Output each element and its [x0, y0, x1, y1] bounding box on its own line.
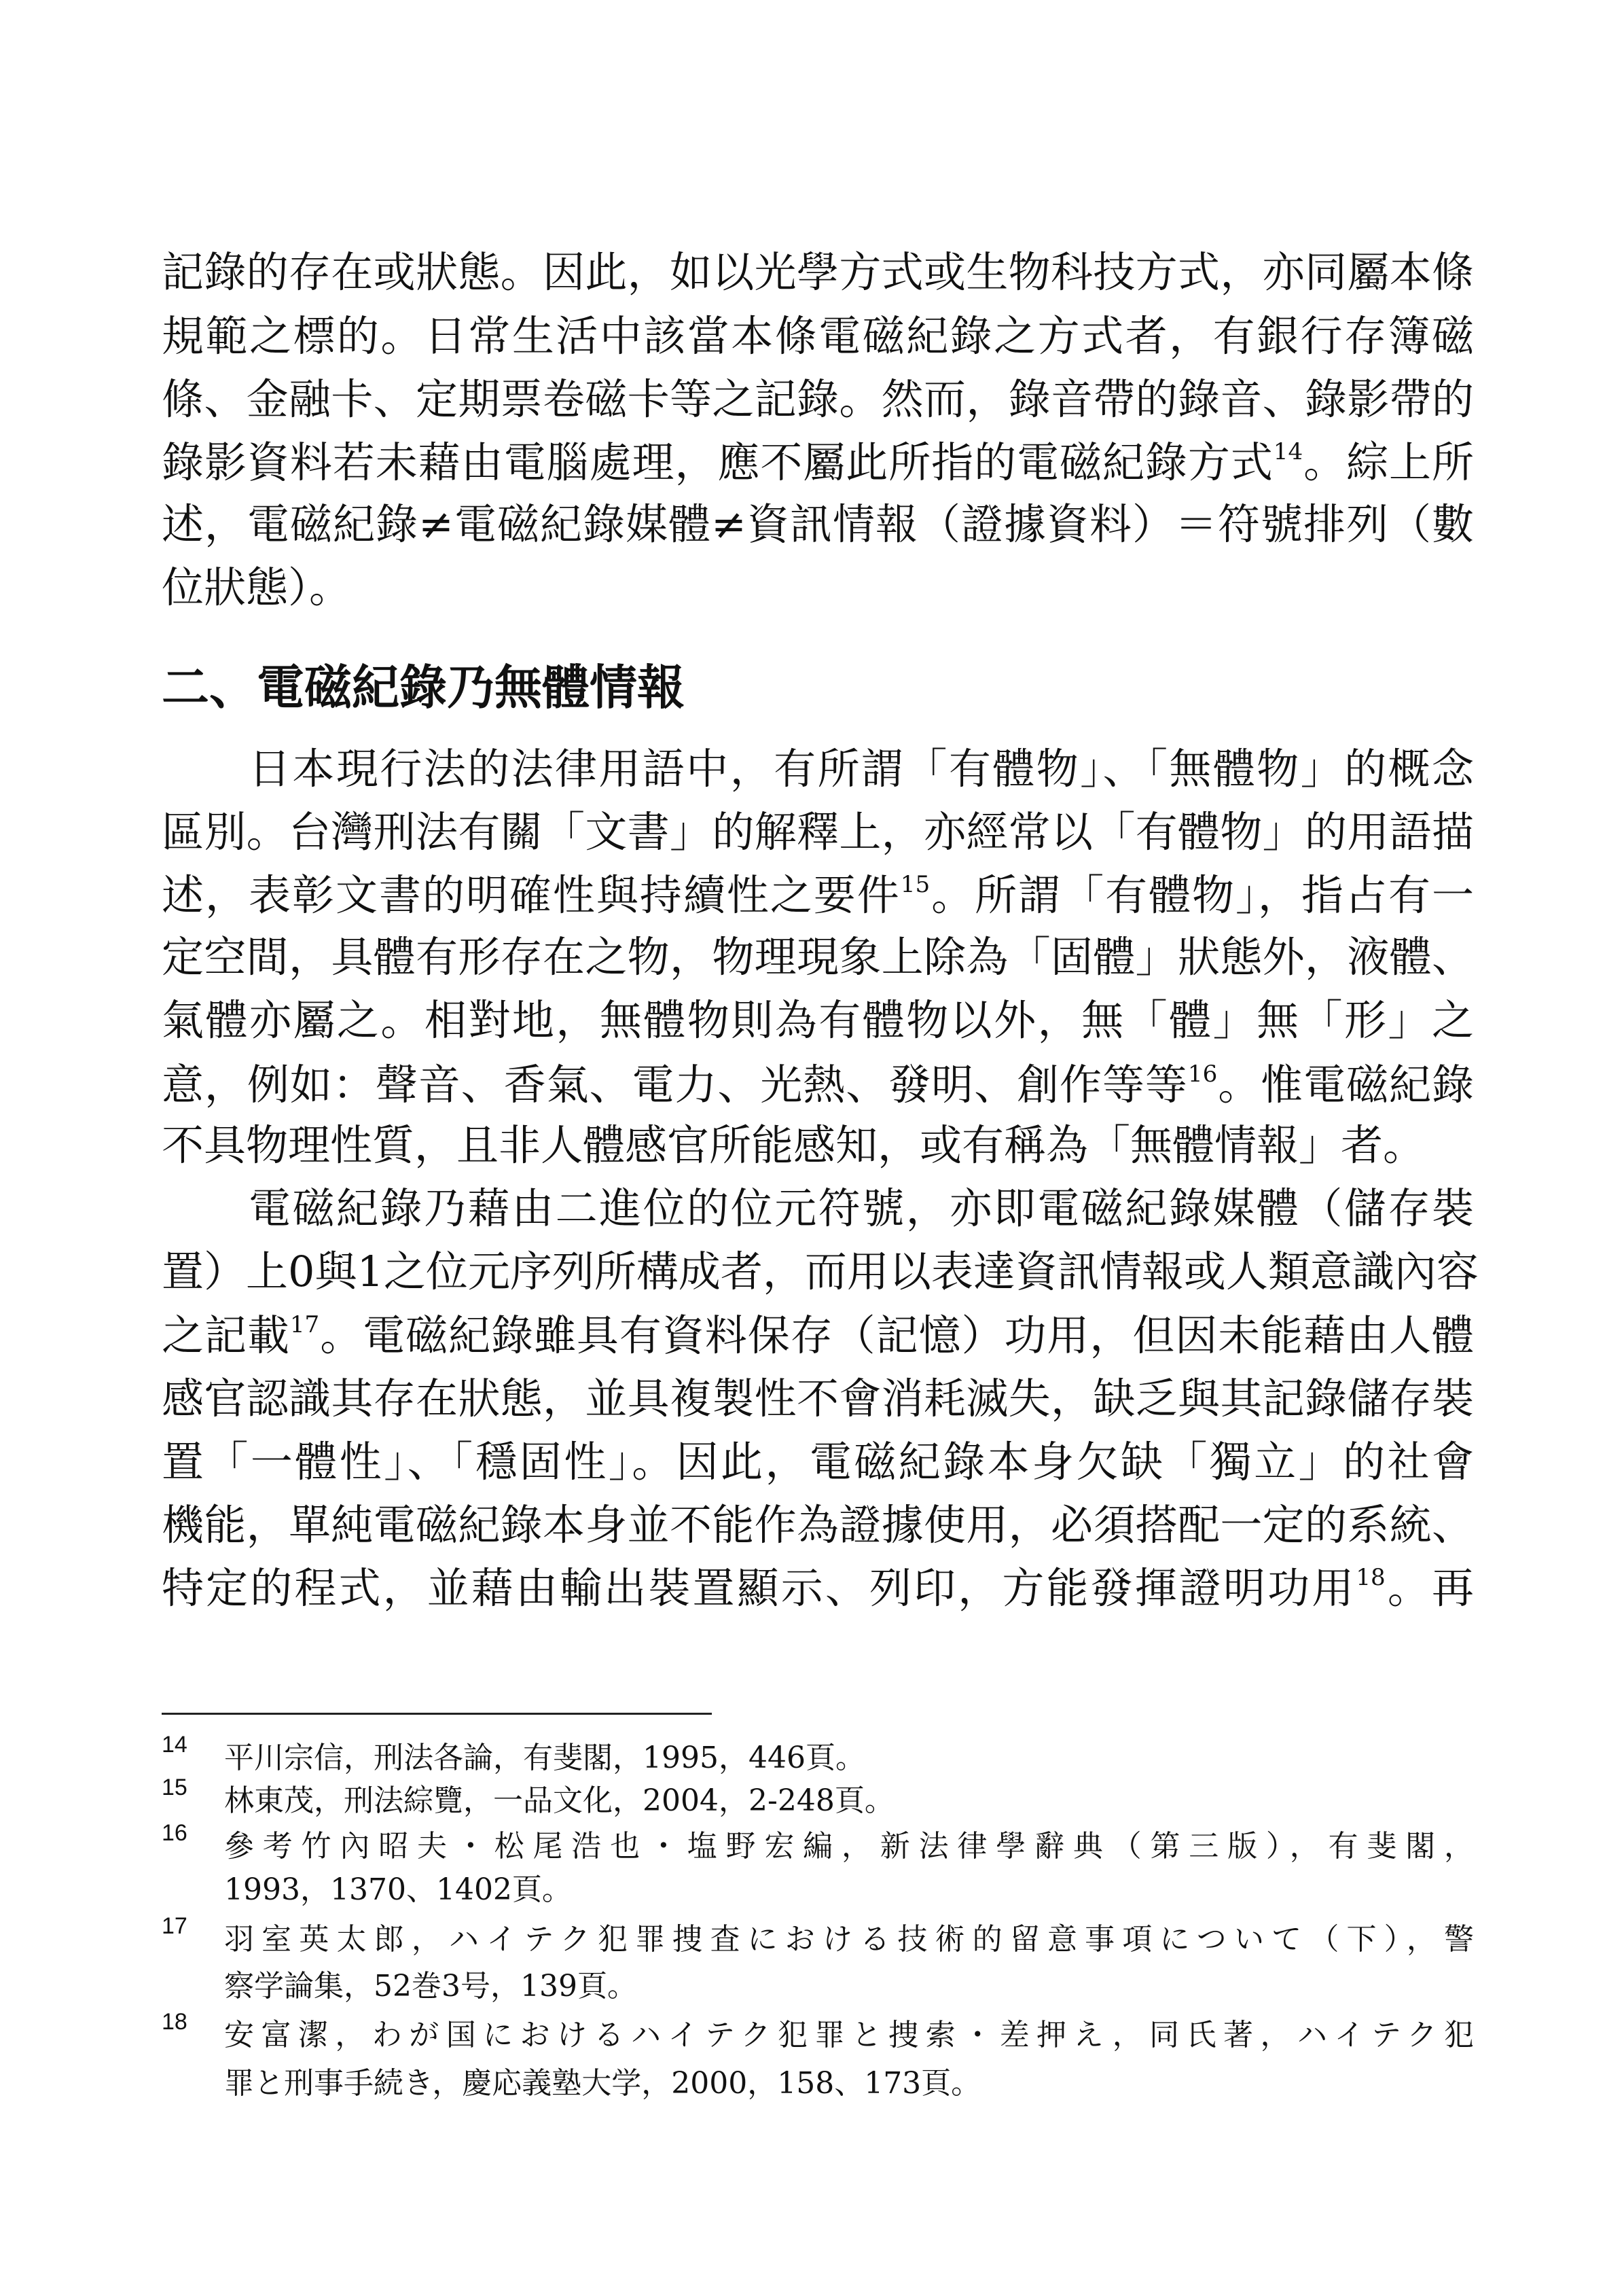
body-text: 之記載: [162, 1311, 290, 1360]
body-text: 意，例如：聲音、香氣、電力、光熱、發明、創作等等: [162, 1060, 1188, 1109]
body-line: [162, 431, 1474, 494]
body-line: 機能，單純電磁紀錄本身並不能作為證據使用，必須搭配一定的系統、: [162, 1500, 1474, 1550]
body-line: 日本現行法的法律用語中，有所謂「有體物」、「無體物」的概念: [249, 744, 1474, 794]
body-text: 。所謂「有體物」，指占有一: [930, 870, 1474, 920]
footnote-text: 安富潔，わが国におけるハイテク犯罪と捜索・差押え，同氏著，ハイテク犯: [224, 2018, 1474, 2052]
footnote-number: 17: [162, 1913, 187, 1939]
footnote-ref[interactable]: 18: [1356, 1564, 1386, 1592]
body-line: 條、金融卡、定期票卷磁卡等之記錄。然而，錄音帶的錄音、錄影帶的: [162, 374, 1474, 424]
body-text: 特定的程式，並藉由輸出裝置顯示、列印，方能發揮證明功用: [162, 1563, 1356, 1613]
footnote-text: 罪と刑事手続き，慶応義塾大学，2000，158、173頁。: [224, 2066, 981, 2101]
body-line: 區別。台灣刑法有關「文書」的解釋上，亦經常以「有體物」的用語描: [162, 807, 1474, 857]
body-line: 置）上0與1之位元序列所構成者，而用以表達資訊情報或人類意識內容: [162, 1247, 1479, 1296]
footnote-number: 16: [162, 1820, 187, 1846]
footnote-text: 平川宗信，刑法各論，有斐閣，1995，446頁。: [224, 1741, 865, 1775]
body-text: 。綜上所: [1303, 438, 1474, 487]
footnote-number: 18: [162, 2009, 187, 2035]
body-line: 定空間，具體有形存在之物，物理現象上除為「固體」狀態外，液體、: [162, 932, 1474, 982]
section-heading: 二、電磁紀錄乃無體情報: [162, 660, 685, 715]
body-line: [162, 1304, 1474, 1367]
body-line: 電磁紀錄乃藉由二進位的位元符號，亦即電磁紀錄媒體（儲存裝: [249, 1183, 1474, 1233]
body-text: 。惟電磁紀錄: [1217, 1060, 1474, 1109]
footnote-text: 林東茂，刑法綜覽，一品文化，2004，2-248頁。: [224, 1783, 895, 1818]
footnote-ref[interactable]: 14: [1273, 438, 1303, 466]
body-line: 不具物理性質，且非人體感官所能感知，或有稱為「無體情報」者。: [162, 1120, 1426, 1170]
footnote-number: 14: [162, 1732, 187, 1758]
body-text: 。電磁紀錄雖具有資料保存（記憶）功用，但因未能藉由人體: [319, 1311, 1474, 1360]
footnote-ref[interactable]: 17: [289, 1311, 320, 1339]
body-line: 感官認識其存在狀態，並具複製性不會消耗滅失，缺乏與其記錄儲存裝: [162, 1374, 1474, 1423]
body-text: 。再: [1385, 1563, 1474, 1613]
footnote-number: 15: [162, 1775, 187, 1800]
footnote-text: 1993，1370、1402頁。: [224, 1872, 572, 1907]
body-line: 氣體亦屬之。相對地，無體物則為有體物以外，無「體」無「形」之: [162, 995, 1474, 1045]
body-line: 置「一體性」、「穩固性」。因此，電磁紀錄本身欠缺「獨立」的社會: [162, 1437, 1474, 1486]
footnote-text: 羽室英太郎，ハイテク犯罪捜査における技術的留意事項について（下），警: [224, 1922, 1474, 1957]
footnote-ref[interactable]: 15: [900, 871, 931, 899]
footnote-ref[interactable]: 16: [1187, 1061, 1218, 1088]
body-line: [162, 1053, 1474, 1116]
body-line: 位狀態）。: [162, 563, 352, 612]
body-line: 規範之標的。日常生活中該當本條電磁紀錄之方式者，有銀行存簿磁: [162, 311, 1474, 361]
body-text: 述，表彰文書的明確性與持續性之要件: [162, 870, 901, 920]
footnote-separator: [162, 1713, 712, 1715]
body-line: 記錄的存在或狀態。因此，如以光學方式或生物科技方式，亦同屬本條: [162, 247, 1474, 297]
footnote-text: 參考竹內昭夫・松尾浩也・塩野宏編，新法律學辭典（第三版），有斐閣，: [224, 1829, 1474, 1864]
body-text: 錄影資料若未藉由電腦處理，應不屬此所指的電磁紀錄方式: [162, 438, 1274, 487]
footnote-text: 察学論集，52巻3号，139頁。: [224, 1969, 637, 2003]
body-line: [162, 863, 1474, 927]
body-line: 述，電磁紀錄≠電磁紀錄媒體≠資訊情報（證據資料）＝符號排列（數: [162, 499, 1474, 549]
body-line: [162, 1556, 1474, 1620]
